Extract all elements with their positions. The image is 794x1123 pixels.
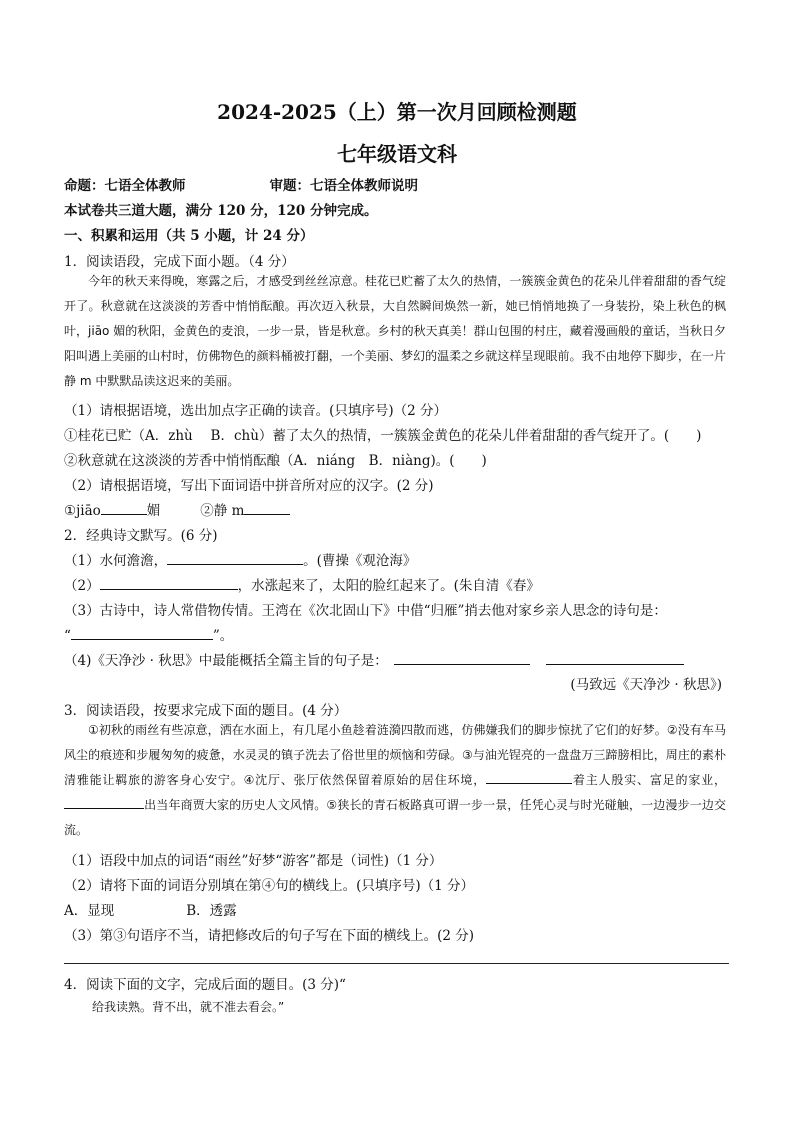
q1-sub1-b: ②秋意就在这淡淡的芳香中悄悄酝酿（A．niáng B．niàng)。( )	[64, 453, 487, 469]
answer-blank[interactable]	[64, 795, 144, 809]
question-2-stem: 2．经典诗文默写。(6 分)	[64, 528, 218, 544]
q1-sub2: （2）请根据语境，写出下面词语中拼音所对应的汉字。(2 分)	[64, 478, 434, 494]
answer-blank[interactable]	[244, 501, 290, 515]
answer-blank[interactable]	[486, 770, 572, 784]
exam-subtitle: 七年级语文科	[337, 142, 457, 166]
q2-line-1	[64, 549, 416, 569]
q1-sub2-a-suffix: 媚	[146, 503, 161, 519]
answer-blank[interactable]	[100, 576, 238, 590]
author: 命题：七语全体教师	[64, 178, 186, 194]
q3-sub2: （2）请将下面的词语分别填在第④句的横线上。(只填序号)（1 分）	[64, 878, 475, 894]
reviewer: 审题：七语全体教师说明	[269, 178, 418, 194]
answer-blank[interactable]	[394, 651, 530, 665]
question-3-passage	[64, 718, 726, 843]
q1-sub2-a-label: ①jiāo	[64, 503, 101, 519]
q2-l2-suffix: ，水涨起来了，太阳的脸红起来了。(朱自清《春》	[237, 578, 540, 594]
option-b: B．透露	[186, 903, 237, 919]
q2-line-2	[64, 574, 540, 594]
exam-title: 2024-2025（上）第一次月回顾检测题	[217, 100, 577, 124]
exam-note: 本试卷共三道大题，满分 120 分，120 分钟完成。	[64, 203, 378, 219]
q1-sub2-items	[64, 499, 290, 519]
option-a: A．显现	[64, 903, 115, 919]
q2-line-3b	[64, 624, 233, 644]
q2-l1-prefix: （1）水何澹澹，	[64, 553, 168, 569]
passage-part-c: 出当年商贾大家的历史人文风情。⑤狭长的青石板路真可谓一步一景，任凭心灵与时光碰触，一边漫步一边交流。	[64, 798, 726, 837]
answer-line[interactable]	[64, 963, 729, 964]
passage-text: 今年的秋天来得晚，寒露之后，才感受到丝丝凉意。桂花已贮蓄了太久的热情，一簇簇金黄色的花朵儿伴着甜甜的香气绽开了。秋意就在这淡淡的芳香中悄悄酝酿。再次迈入秋景，大自然瞬间焕然一新，她已悄悄地换了一身装扮，染上秋色的枫叶，jiāo 媚的秋阳，金黄色的麦浪，一步一景，皆是秋意。乡村的秋天真美！群山包围的村庄，藏着漫画般的童话，当秋日夕阳叫遇上美丽的山村时，仿佛物色的颜料桶被打翻，一个美丽、梦幻的温柔之乡就这样呈现眼前。我不由地停下脚步，在一片静 m 中默默品读这迟来的美丽。	[64, 274, 726, 388]
q1-sub1-a: ①桂花已贮（A．zhù B．chù）蓄了太久的热情，一簇簇金黄色的花朵儿伴着甜甜的香气绽开了。( )	[64, 428, 702, 444]
q2-l3b-suffix: ”。	[212, 628, 234, 644]
question-1-stem: 1．阅读语段，完成下面小题。（4 分）	[64, 254, 295, 270]
answer-blank[interactable]	[546, 651, 684, 665]
passage-part-b: 着主人殷实、富足的家业，	[572, 773, 726, 787]
question-3-stem: 3．阅读语段，按要求完成下面的题目。(4 分）	[64, 703, 348, 719]
answer-blank[interactable]	[101, 501, 147, 515]
section-heading: 一、积累和运用（共 5 小题，计 24 分）	[64, 228, 314, 244]
q3-sub3: （3）第③句语序不当，请把修改后的句子写在下面的横线上。(2 分)	[64, 928, 475, 944]
passage-part-a: ①初秋的雨丝有些凉意，洒在水面上，有几尾小鱼趁着涟漪四散而逃，仿佛嫌我们的脚步惊扰了它们的好梦。②没有车马风尘的痕迹和步履匆匆的疲惫，水灵灵的镇子洗去了俗世里的烦恼和劳碌。③与油光锃亮的一盘盘万三蹄膀相比，周庄的素朴清雅能让羁旅的游客身心安宁。④沈厅、张厅依然保留着原始的居住环境，	[64, 723, 726, 787]
q2-line-3: （3）古诗中，诗人常借物传情。王湾在《次北固山下》中借“归雁”捎去他对家乡亲人思念的诗句是：	[64, 603, 667, 619]
q1-sub1: （1）请根据语境，选出加点字正确的读音。(只填序号)（2 分）	[64, 403, 448, 419]
q3-sub1: （1）语段中加点的词语“雨丝”好梦“游客”都是（词性)（1 分）	[64, 853, 443, 869]
q2-l1-suffix: 。(曹操《观沧海》	[303, 553, 417, 569]
q2-l3b-prefix: “	[64, 628, 71, 644]
q2-line-4	[64, 649, 684, 669]
q2-line-4-source: (马致远《天净沙 · 秋思》)	[570, 677, 722, 693]
q4-line: 给我读熟。背不出，就不准去看会。”	[92, 1000, 285, 1014]
q2-l2-prefix: （2）	[64, 578, 100, 594]
question-4-stem: 4．阅读下面的文字，完成后面的题目。(3 分)“	[64, 977, 346, 993]
q2-l4-text: （4)《天净沙 · 秋思》中最能概括全篇主旨的句子是：	[64, 653, 388, 669]
question-1-passage	[64, 269, 726, 394]
q3-options	[64, 899, 237, 919]
q1-sub2-b-label: ②静 m	[200, 503, 245, 519]
author-line	[64, 174, 418, 194]
answer-blank[interactable]	[167, 551, 303, 565]
answer-blank[interactable]	[71, 626, 213, 640]
